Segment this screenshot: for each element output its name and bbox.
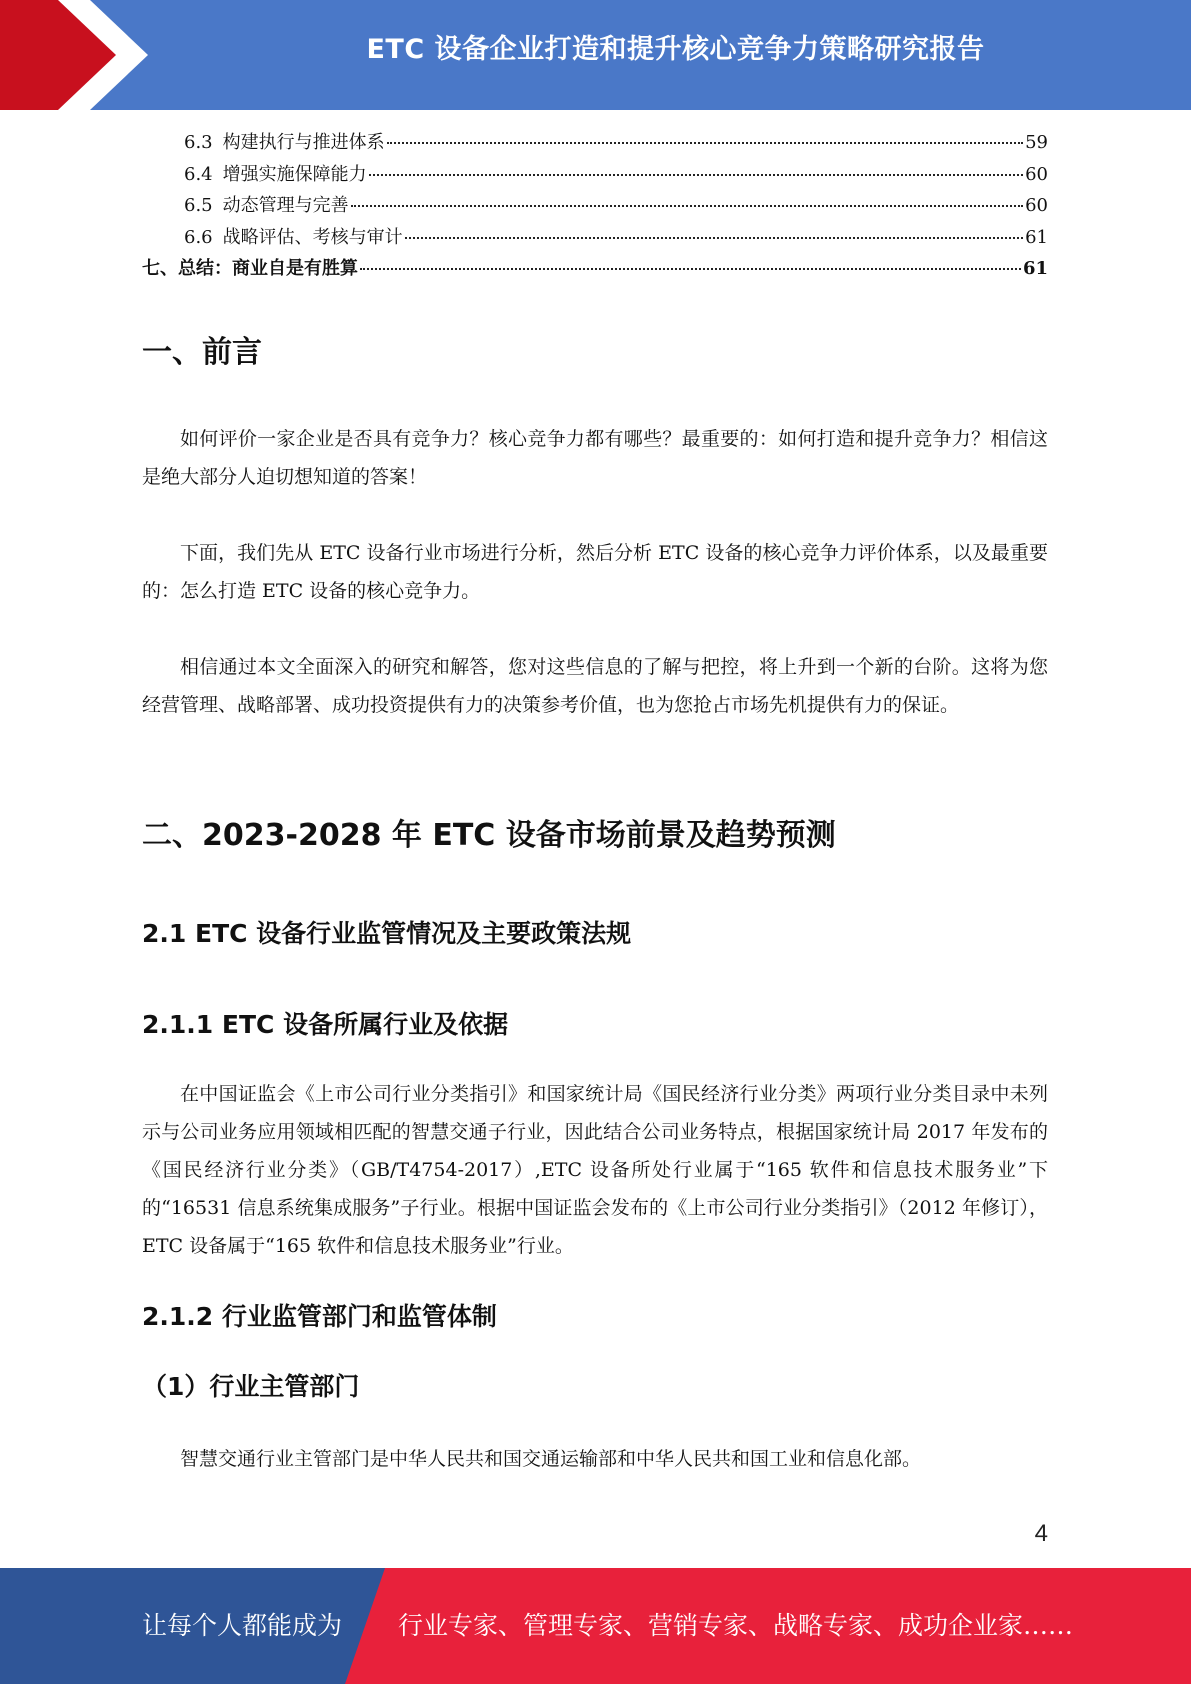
footer-slogan-left: 让每个人都能成为 [142,1611,343,1640]
toc-entry-title: 七、总结：商业自是有胜算 [142,258,358,279]
subsection-heading: 2.1 ETC 设备行业监管情况及主要政策法规 [142,919,632,948]
subsection-heading: 2.1.2 行业监管部门和监管体制 [142,1302,497,1331]
header-banner [0,0,1191,110]
toc-entry[interactable] [142,254,1048,286]
toc-leader-dots [360,268,1021,270]
footer-slogan-right: 行业专家、管理专家、营销专家、战略专家、成功企业家…… [398,1611,1074,1640]
toc-entry-page: 60 [1025,163,1048,185]
document-title: ETC 设备企业打造和提升核心竞争力策略研究报告 [366,34,985,65]
toc-entry-number: 6.6 [184,226,213,248]
toc-leader-dots [369,174,1023,176]
subsection [142,1005,1048,1041]
section-heading: 一、前言 [142,335,262,370]
paragraph [142,648,1048,724]
section-heading: 二、2023-2028 年 ETC 设备市场前景及趋势预测 [142,818,836,853]
paragraph-text: 在中国证监会《上市公司行业分类指引》和国家统计局《国民经济行业分类》两项行业分类目录中未列示与公司业务应用领域相匹配的智慧交通子行业，因此结合公司业务特点，根据国家统计局 2017 年发布的《国民经济行业分类》（GB/T4754-2017）,ETC 设备所处行业属于“165 软件和信息技术服务业”下的“16531 信息系统集成服务”子行业。根据中国证监会发布的《上市公司行业分类指引》（2012 年修订），ETC 设备属于“165 软件和信息技术服务业”行业。 [142,1083,1048,1257]
section-preface [142,327,1048,371]
section-market-outlook [142,810,1048,854]
toc-entry-number: 6.5 [184,195,213,216]
toc-leader-dots [387,142,1023,144]
toc-entry-title: 增强实施保障能力 [222,163,367,185]
paragraph [142,1075,1048,1265]
paragraph-text: 智慧交通行业主管部门是中华人民共和国交通运输部和中华人民共和国工业和信息化部。 [180,1448,922,1470]
toc-leader-dots [405,237,1023,239]
toc-entry-title: 构建执行与推进体系 [222,132,385,153]
subsection-heading: （1）行业主管部门 [142,1372,360,1401]
toc-entry-title: 战略评估、考核与审计 [222,226,403,248]
subsection-heading: 2.1.1 ETC 设备所属行业及依据 [142,1010,509,1039]
toc-entry[interactable] [142,160,1048,192]
toc-leader-dots [351,205,1023,207]
subsection [142,1367,1048,1403]
toc-entry-page: 61 [1022,258,1048,279]
subsection [142,914,1048,950]
toc-entry-title: 动态管理与完善 [222,195,349,216]
footer-banner [0,1568,1191,1684]
toc-entry[interactable] [142,223,1048,255]
paragraph-text: 相信通过本文全面深入的研究和解答，您对这些信息的了解与把控，将上升到一个新的台阶。这将为您经营管理、战略部署、成功投资提供有力的决策参考价值，也为您抢占市场先机提供有力的保证。 [142,656,1048,716]
toc-entry-number: 6.4 [184,163,213,185]
toc-entry-page: 61 [1025,226,1048,248]
table-of-contents [142,128,1048,286]
paragraph [142,534,1048,610]
paragraph-text: 下面，我们先从 ETC 设备行业市场进行分析，然后分析 ETC 设备的核心竞争力评价体系，以及最重要的：怎么打造 ETC 设备的核心竞争力。 [142,542,1048,602]
toc-entry-page: 60 [1025,195,1048,216]
toc-entry[interactable] [142,191,1048,223]
paragraph [142,420,1048,496]
toc-entry-number: 6.3 [184,132,213,153]
toc-entry[interactable] [142,128,1048,160]
paragraph [142,1440,1048,1478]
paragraph-text: 如何评价一家企业是否具有竞争力？核心竞争力都有哪些？最重要的：如何打造和提升竞争力？相信这是绝大部分人迫切想知道的答案！ [142,428,1048,488]
subsection [142,1297,1048,1333]
toc-entry-page: 59 [1025,132,1048,153]
header-chevron-graphic [0,0,160,110]
page-number: 4 [1034,1520,1048,1547]
